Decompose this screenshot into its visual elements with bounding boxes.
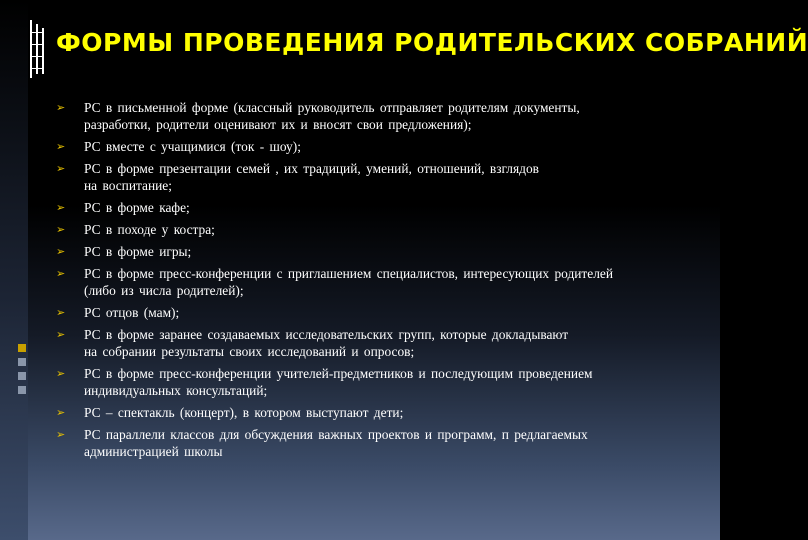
bullet-arrow-icon: ➢ [56,267,66,280]
list-item-text: РС в форме заранее создаваемых исследовательских групп, которые докладывают [84,327,569,342]
bullet-arrow-icon: ➢ [56,162,66,175]
list-item-text: РС в форме пресс-конференции учителей-предметников и последующим проведением [84,366,593,381]
bullet-arrow-icon: ➢ [56,428,66,441]
list-item-text: РС в письменной форме (классный руководитель отправляет родителям документы, [84,100,580,115]
list-item-text: РС в форме кафе; [84,200,190,215]
list-item [56,326,686,360]
list-item-text: РС в форме игры; [84,244,192,259]
list-item [56,221,686,238]
list-item [56,199,686,216]
list-item-text: (либо из числа родителей); [84,283,244,298]
list-item-text: на воспитание; [84,178,172,193]
bullet-arrow-icon: ➢ [56,245,66,258]
list-item [56,365,686,399]
list-item-text: РС отцов (мам); [84,305,180,320]
list-item [56,426,686,460]
list-item-text: на собрании результаты своих исследований и опросов; [84,344,415,359]
decorative-square [18,386,26,394]
decorative-square [18,372,26,380]
bullet-arrow-icon: ➢ [56,140,66,153]
list-item-text: РС в походе у костра; [84,222,215,237]
bullet-arrow-icon: ➢ [56,101,66,114]
bullet-arrow-icon: ➢ [56,328,66,341]
bullet-arrow-icon: ➢ [56,406,66,419]
bullet-arrow-icon: ➢ [56,223,66,236]
decorative-square [18,358,26,366]
list-item [56,138,686,155]
left-decorative-band [0,0,28,540]
list-item-text: РС в форме презентации семей , их традиций, умений, отношений, взглядов [84,161,539,176]
list-item [56,160,686,194]
list-item [56,265,686,299]
list-item-text: РС вместе с учащимися (ток - шоу); [84,139,301,154]
list-item-text: администрацией школы [84,444,223,459]
list-item-text: индивидуальных консультаций; [84,383,268,398]
bullet-arrow-icon: ➢ [56,201,66,214]
list-item-text: разработки, родители оценивают их и вносят свои предложения); [84,117,472,132]
bullet-arrow-icon: ➢ [56,306,66,319]
bullet-arrow-icon: ➢ [56,367,66,380]
list-item-text: РС в форме пресс-конференции с приглашением специалистов, интересующих родителей [84,266,614,281]
list-item [56,304,686,321]
bullet-list [56,99,686,465]
list-item [56,243,686,260]
list-item-text: РС параллели классов для обсуждения важных проектов и программ, п редлагаемых [84,427,588,442]
slide-title: ФОРМЫ ПРОВЕДЕНИЯ РОДИТЕЛЬСКИХ СОБРАНИЙ [56,28,808,57]
list-item [56,404,686,421]
list-item-text: РС – спектакль (концерт), в котором выступают дети; [84,405,404,420]
list-item [56,99,686,133]
decorative-square [18,344,26,352]
